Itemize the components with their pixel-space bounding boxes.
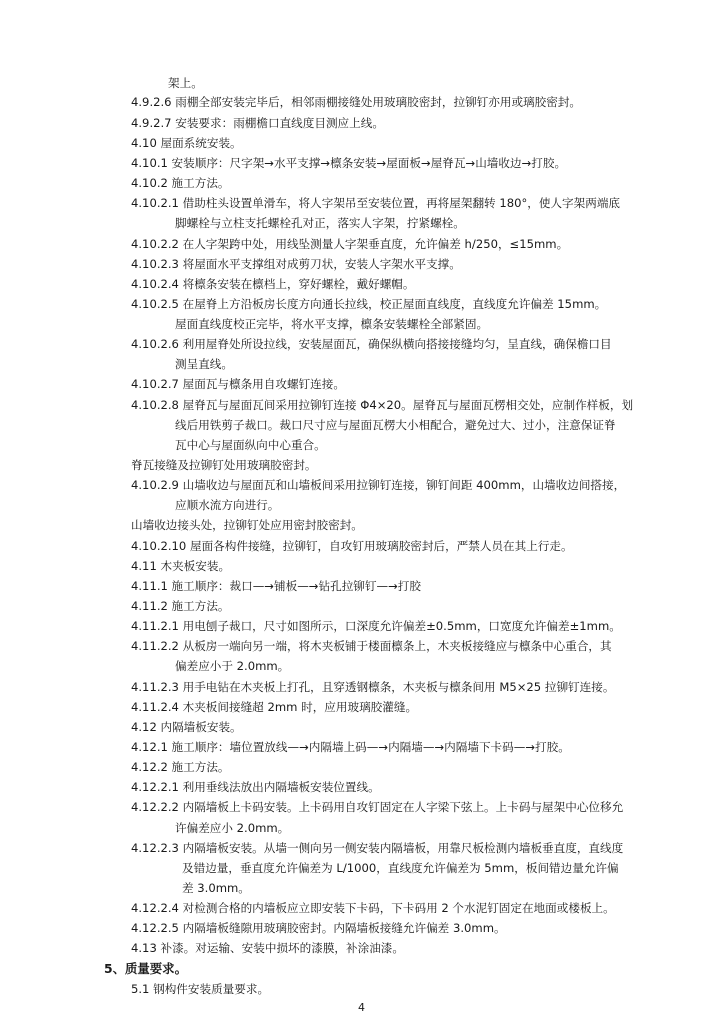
text-line: 4.10.2.5 在屋脊上方沿板房长度方向通长拉线，校正屋面直线度，直线度允许偏差 15mm。 xyxy=(131,297,607,311)
text-line: 4.10 屋面系统安装。 xyxy=(131,136,242,150)
text-line: 4.10.2.4 将檩条安装在檩档上，穿好螺栓，戴好螺帽。 xyxy=(131,277,415,291)
text-line: 4.10.2 施工方法。 xyxy=(131,176,230,190)
text-line: 4.11.1 施工顺序：裁口—→铺板—→钻孔拉铆钉—→打胶 xyxy=(131,579,421,593)
text-line: 4.12.2 施工方法。 xyxy=(131,760,230,774)
text-line: 脚螺栓与立柱支托螺栓孔对正，落实人字架，拧紧螺栓。 xyxy=(175,216,465,230)
text-line: 屋面直线度校正完毕，将水平支撑，檩条安装螺栓全部紧固。 xyxy=(175,317,489,331)
text-line: 4.10.2.6 利用屋脊处所设拉线，安装屋面瓦，确保纵横向搭接接缝均匀，呈直线，确保檐口目 xyxy=(131,337,612,351)
text-line: 许偏差应小 2.0mm。 xyxy=(175,821,290,835)
text-line: 瓦中心与屋面纵向中心重合。 xyxy=(175,438,326,452)
text-line: 4.11.2 施工方法。 xyxy=(131,599,230,613)
page-number: 4 xyxy=(358,1001,365,1014)
text-line: 线后用铁剪子裁口。裁口尺寸应与屋面瓦楞大小相配合，避免过大、过小，注意保证脊 xyxy=(175,418,616,432)
text-line: 偏差应小于 2.0mm。 xyxy=(175,659,290,673)
text-line: 4.10.2.2 在人字架跨中处，用线坠测量人字架垂直度，允许偏差 h/250，≤15mm。 xyxy=(131,237,569,251)
text-line: 测呈直线。 xyxy=(175,357,233,371)
text-line: 4.12.1 施工顺序：墙位置放线—→内隔墙上码—→内隔墙—→内隔墙下卡码—→打胶。 xyxy=(131,740,570,754)
text-line: 4.10.2.1 借助柱头设置单滑车，将人字架吊至安装位置，再将屋架翻转 180°，使人字架两端底 xyxy=(131,196,621,210)
text-line: 4.10.2.3 将屋面水平支撑组对成剪刀状，安装人字架水平支撑。 xyxy=(131,257,461,271)
text-line: 脊瓦接缝及拉铆钉处用玻璃胶密封。 xyxy=(131,458,317,472)
text-line: 4.11.2.1 用电刨子裁口，尺寸如图所示，口深度允许偏差±0.5mm，口宽度允许偏差±1mm。 xyxy=(131,619,621,633)
text-line: 4.10.2.8 屋脊瓦与屋面瓦间采用拉铆钉连接 Φ4×20。屋脊瓦与屋面瓦楞相交处，应制作样板，划 xyxy=(131,398,634,412)
text-line: 4.11.2.2 从板房一端向另一端，将木夹板铺于楼面檩条上，木夹板接缝应与檩条中心重合，其 xyxy=(131,639,612,653)
text-line: 4.12.2.1 利用垂线法放出内隔墙板安装位置线。 xyxy=(131,780,380,794)
text-line: 4.10.2.9 山墙收边与屋面瓦和山墙板间采用拉铆钉连接，铆钉间距 400mm，山墙收边间搭接， xyxy=(131,478,626,492)
text-line: 4.11.2.3 用手电钻在木夹板上打孔，且穿透钢檩条，木夹板与檩条间用 M5×25 拉铆钉连接。 xyxy=(131,680,615,694)
text-line: 及错边量，垂直度允许偏差为 L/1000，直线度允许偏差为 5mm，板间错边量允许偏 xyxy=(182,861,619,875)
text-line: 4.12.2.3 内隔墙板安装。从墙一侧向另一侧安装内隔墙板，用靠尺板检测内墙板垂直度，直线度 xyxy=(131,841,624,855)
text-line: 4.10.2.10 屋面各构件接缝，拉铆钉，自攻钉用玻璃胶密封后，严禁人员在其上行走。 xyxy=(131,539,573,553)
text-line: 架上。 xyxy=(168,76,203,90)
text-line: 5.1 钢构件安装质量要求。 xyxy=(131,982,270,996)
text-line: 4.13 补漆。对运输、安装中损坏的漆膜，补涂油漆。 xyxy=(131,941,404,955)
text-line: 4.12.2.4 对检测合格的内墙板应立即安装下卡码，下卡码用 2 个水泥钉固定在地面或楼板上。 xyxy=(131,901,615,915)
text-line: 4.9.2.7 安装要求：雨棚檐口直线度目测应上线。 xyxy=(131,116,384,130)
text-line: 4.11 木夹板安装。 xyxy=(131,559,231,573)
text-line: 4.9.2.6 雨棚全部安装完毕后，相邻雨棚接缝处用玻璃胶密封，拉铆钉亦用或璃胶密封。 xyxy=(131,95,582,109)
text-line: 差 3.0mm。 xyxy=(182,881,250,895)
text-line: 应顺水流方向进行。 xyxy=(175,498,280,512)
text-line: 4.10.1 安装顺序：尺字架→水平支撑→檩条安装→屋面板→屋脊瓦→山墙收边→打胶。 xyxy=(131,156,567,170)
text-line: 4.12.2.5 内隔墙板缝隙用玻璃胶密封。内隔墙板接缝允许偏差 3.0mm。 xyxy=(131,921,506,935)
text-line: 4.10.2.7 屋面瓦与檩条用自攻螺钉连接。 xyxy=(131,377,345,391)
text-line: 4.12 内隔墙板安装。 xyxy=(131,720,242,734)
section-heading: 5、质量要求。 xyxy=(104,961,187,976)
text-line: 4.11.2.4 木夹板间接缝超 2mm 时，应用玻璃胶灌缝。 xyxy=(131,700,418,714)
text-line: 4.12.2.2 内隔墙板上卡码安装。上卡码用自攻钉固定在人字梁下弦上。上卡码与屋架中心位移允 xyxy=(131,800,624,814)
text-line: 山墙收边接头处，拉铆钉处应用密封胶密封。 xyxy=(131,518,363,532)
